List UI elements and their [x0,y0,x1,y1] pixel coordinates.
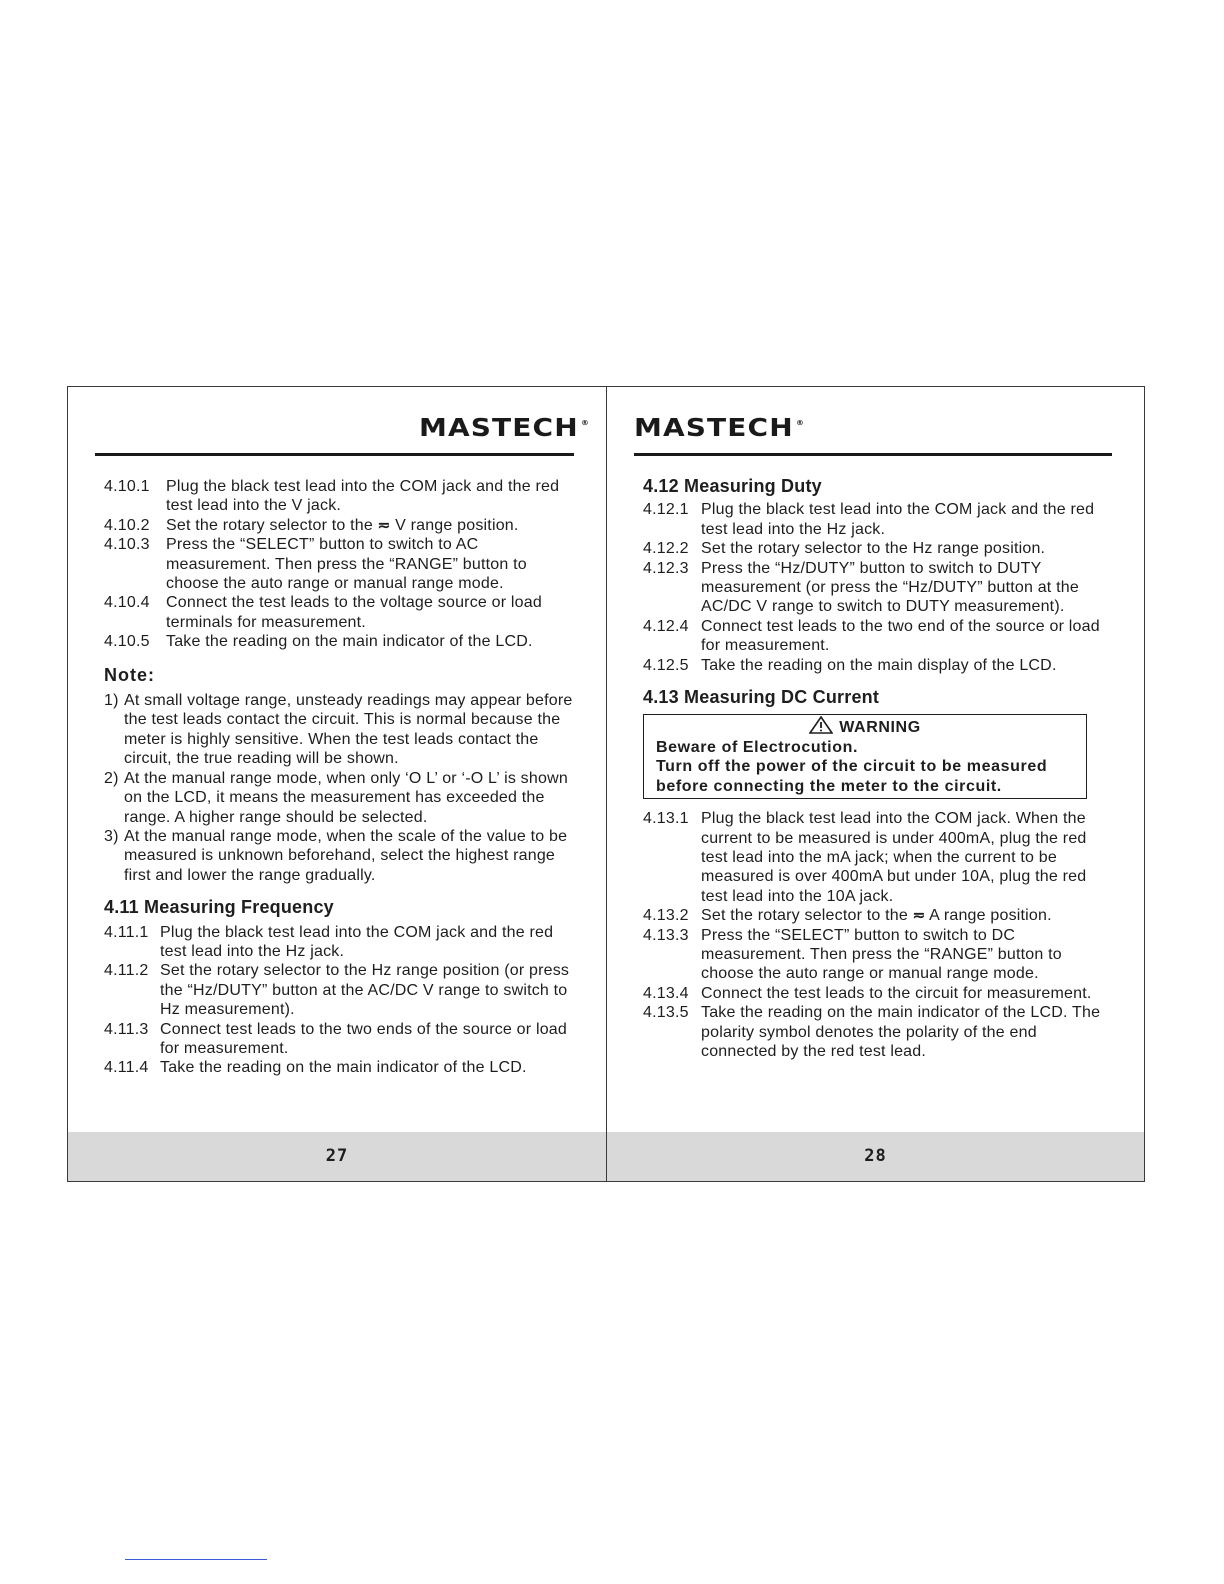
ac-dc-icon: ≂ [377,516,391,534]
step-4-13-2: 4.13.2 Set the rotary selector to the ≂ A range position. [643,907,1052,925]
header-rule [95,453,574,456]
step-4-11-3: 4.11.3 Connect test leads to the two ends of the source or load for measurement. [104,1020,567,1057]
step-4-10-4: 4.10.4 Connect the test leads to the voltage source or load terminals for measurement. [104,594,542,631]
page-number: 28 [607,1132,1144,1181]
step-4-12-5: 4.12.5 Take the reading on the main display of the LCD. [643,656,1057,674]
warning-triangle-icon [809,716,833,734]
warning-box [643,714,1087,799]
page-27 [68,387,607,1181]
step-4-11-4: 4.11.4 Take the reading on the main indicator of the LCD. [104,1059,527,1077]
warning-title: WARNING [656,716,1074,737]
section-heading-4-13: 4.13 Measuring DC Current [643,687,880,708]
note-1: 1) At small voltage range, unsteady readings may appear before the test leads contact the circuit. This is normal because the meter is highly sensitive. When the test leads contact the circuit, the true reading will be shown. [104,692,573,768]
header-rule [634,453,1112,456]
page-28-content [643,477,1113,1061]
section-heading-4-12: 4.12 Measuring Duty [643,476,822,496]
step-4-13-4: 4.13.4 Connect the test leads to the circuit for measurement. [643,984,1092,1002]
warning-line-1: Beware of Electrocution. [656,738,858,756]
step-4-12-4: 4.12.4 Connect test leads to the two end of the source or load for measurement. [643,617,1100,655]
note-3: 3) At the manual range mode, when the scale of the value to be measured is unknown beforehand, select the highest range first and lower the range gradually. [104,827,568,884]
step-4-12-2: 4.12.2 Set the rotary selector to the Hz range position. [643,540,1046,558]
step-4-10-1: 4.10.1 Plug the black test lead into the COM jack and the red test lead into the V jack. [104,478,560,515]
ac-dc-icon: ≂ [912,907,926,925]
step-4-13-5: 4.13.5 Take the reading on the main indicator of the LCD. The polarity symbol denotes the polarity of the end connected by the red test lead. [643,1004,1101,1060]
page-number: 27 [68,1132,606,1181]
step-4-11-1: 4.11.1 Plug the black test lead into the COM jack and the red test lead into the Hz jack. [104,923,554,960]
brand-logo: MASTECH ® [419,413,590,442]
bottom-link-underline [125,1559,267,1560]
section-heading-4-11: 4.11 Measuring Frequency [104,897,334,918]
brand-logo: MASTECH ® [634,413,805,442]
step-4-11-2: 4.11.2 Set the rotary selector to the Hz range position (or press the “Hz/DUTY” button at the AC/DC V range to switch to Hz measurement). [104,962,570,1019]
note-title: Note: [104,664,155,685]
warning-line-2: Turn off the power of the circuit to be measured [656,758,1048,776]
step-4-12-3: 4.12.3 Press the “Hz/DUTY” button to switch to DUTY measurement (or press the “Hz/DUTY” button at the AC/DC V range to switch to DUTY measurement). [643,559,1079,616]
step-4-10-2: 4.10.2 Set the rotary selector to the ≂ V range position. [104,516,519,534]
step-4-13-1: 4.13.1 Plug the black test lead into the COM jack. When the current to be measured is under 400mA, plug the red test lead into the mA jack; when the current to be measured is over 400mA but under 10A, plug the red test lead into the 10A jack. [643,810,1087,905]
warning-line-3: before connecting the meter to the circuit. [656,777,1002,795]
page-28 [607,387,1144,1181]
page-27-content [104,477,574,1078]
step-4-10-3: 4.10.3 Press the “SELECT” button to switch to AC measurement. Then press the “RANGE” button to choose the auto range or manual range mode. [104,536,527,593]
step-4-12-1: 4.12.1 Plug the black test lead into the COM jack and the red test lead into the Hz jack. [643,501,1095,538]
step-4-10-5: 4.10.5 Take the reading on the main indicator of the LCD. [104,633,533,651]
manual-spread [67,386,1145,1182]
step-4-13-3: 4.13.3 Press the “SELECT” button to switch to DC measurement. Then press the “RANGE” button to choose the auto range or manual range mode. [643,926,1062,983]
note-2: 2) At the manual range mode, when only ‘O L’ or ‘-O L’ is shown on the LCD, it means the measurement has exceeded the range. A higher range should be selected. [104,769,568,826]
